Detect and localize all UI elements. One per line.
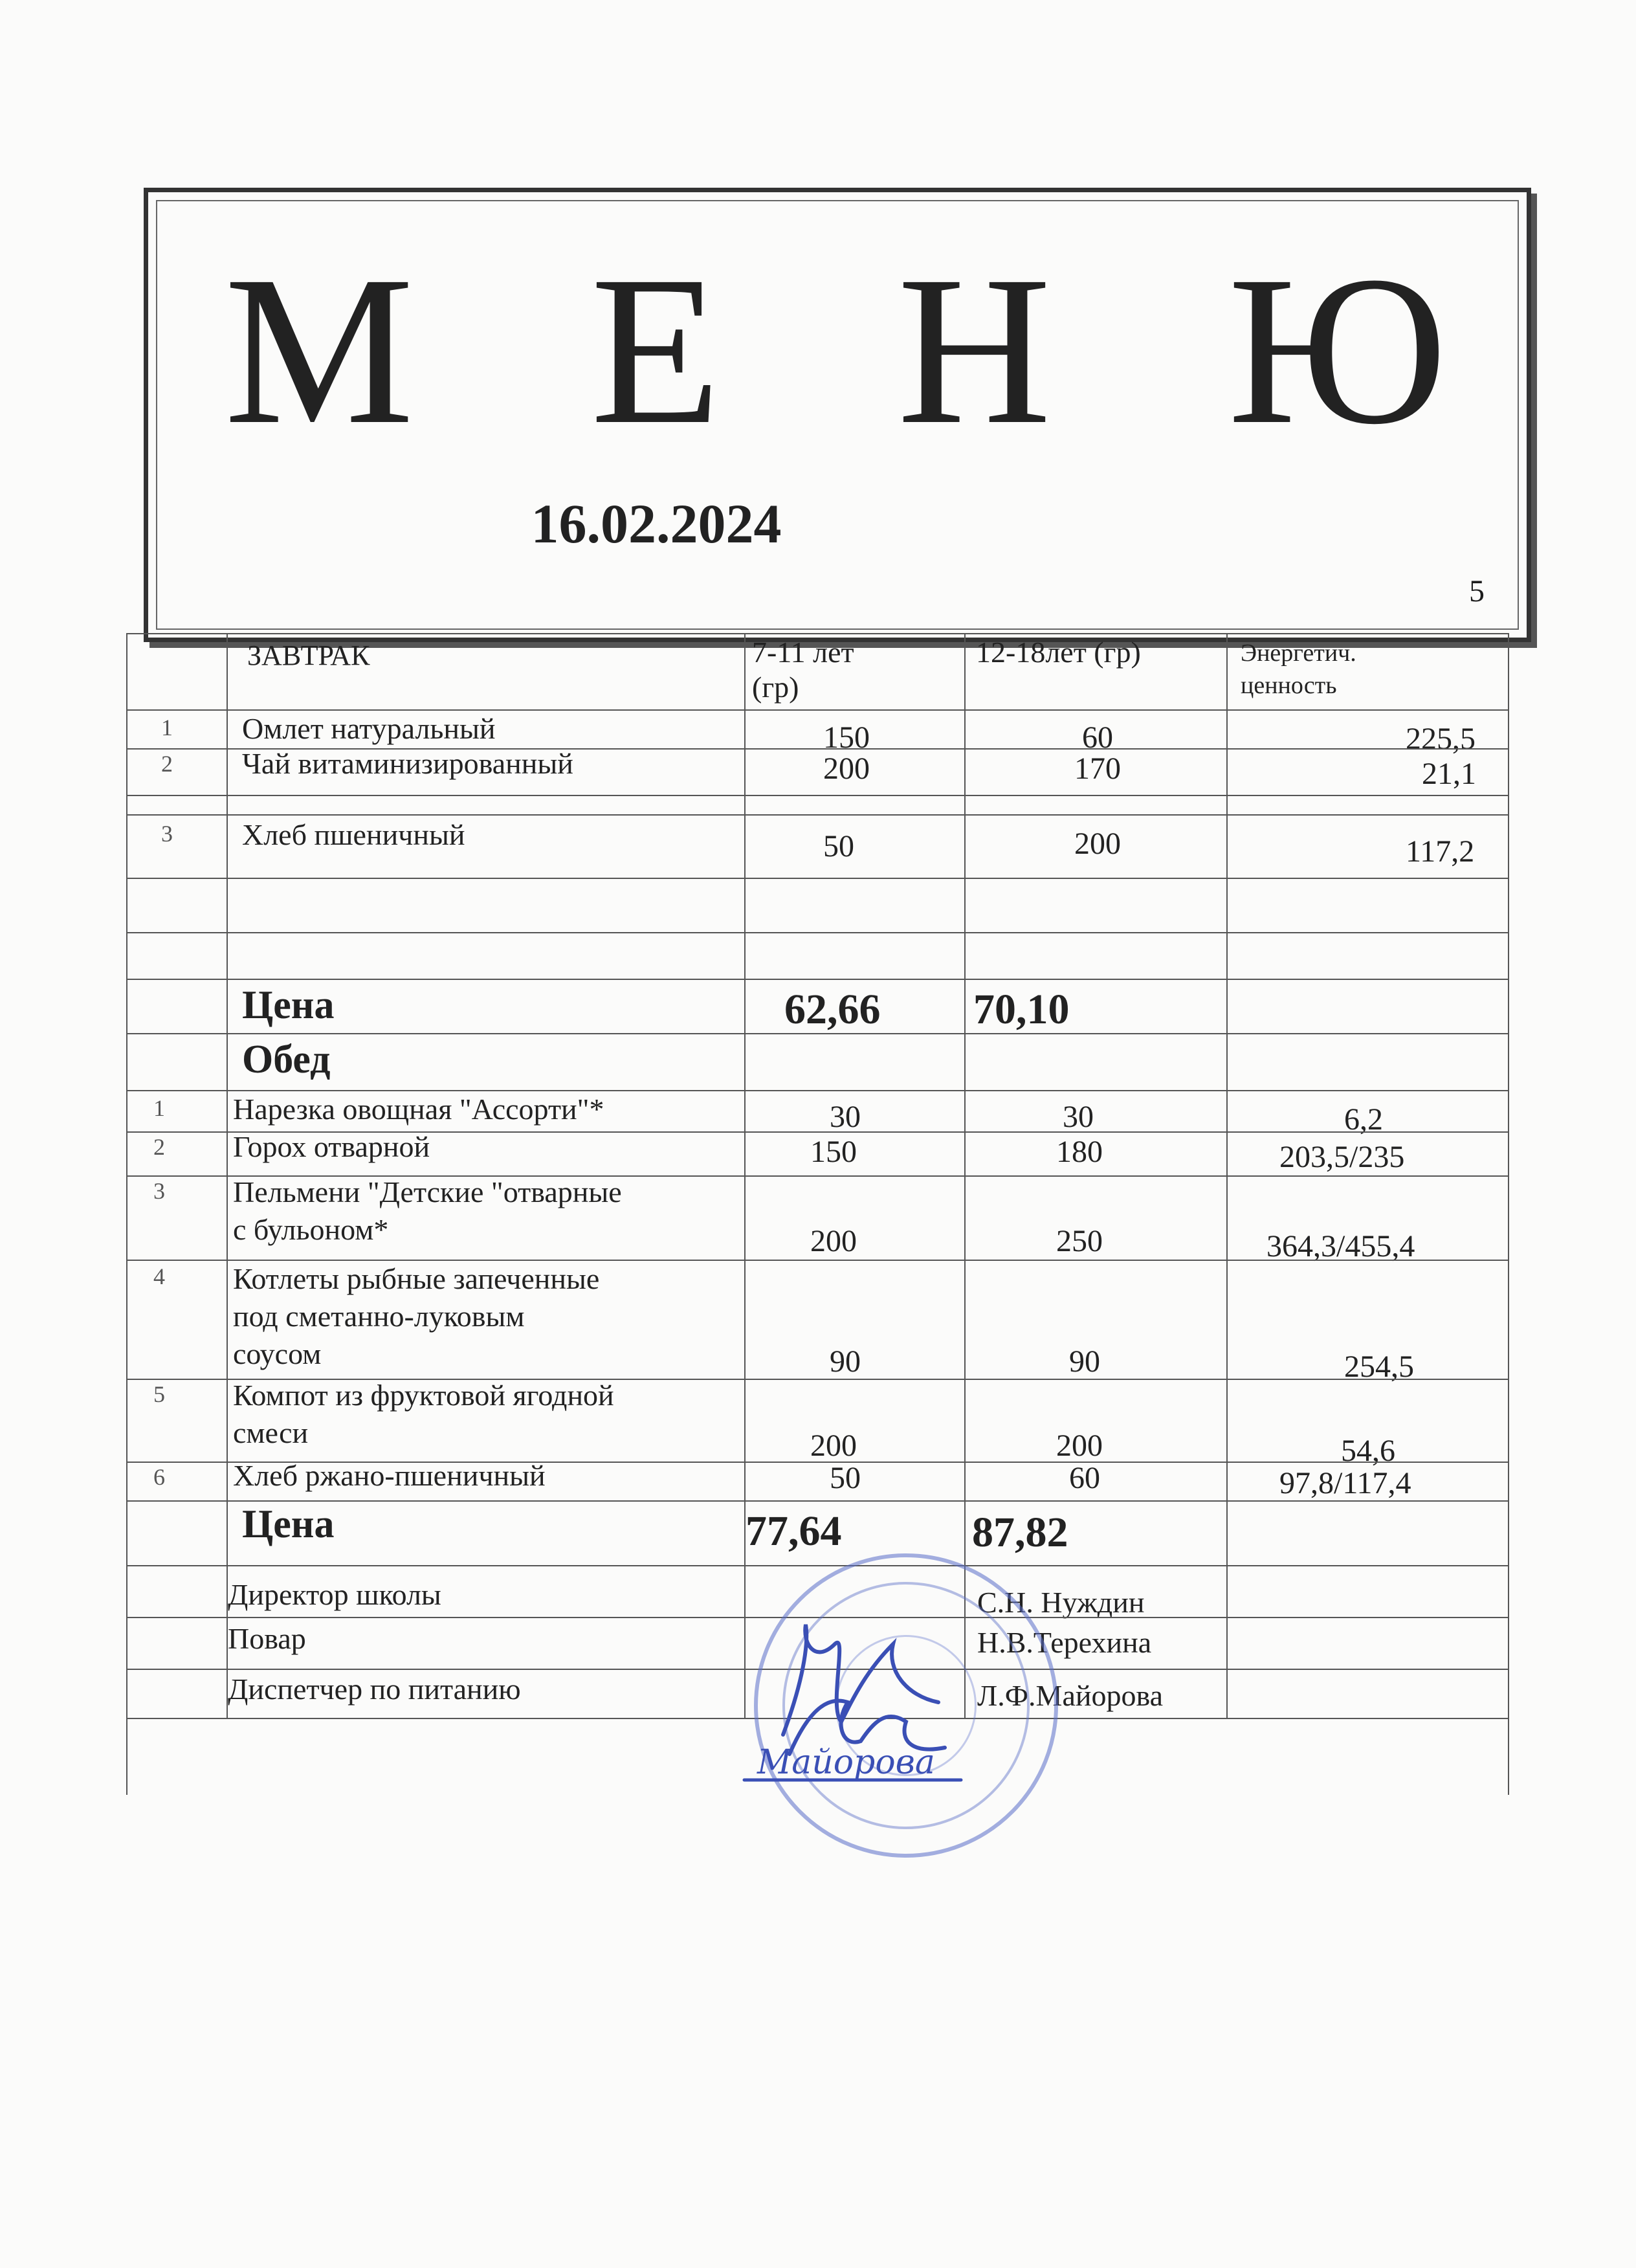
row-number: 2 [161,751,173,777]
lunch-row [127,1260,1508,1384]
energy-value: 6,2 [1344,1102,1383,1137]
header-meal: ЗАВТРАК [247,639,370,671]
portion-12-18: 60 [1082,720,1113,755]
page-number: 5 [1469,574,1485,608]
portion-12-18: 200 [1074,827,1121,861]
header-energy-line2: ценность [1241,672,1337,699]
dispatcher-signature [738,1741,971,1793]
price-12-18: 87,82 [972,1509,1068,1556]
portion-7-11: 200 [823,751,870,786]
portion-7-11: 200 [810,1429,857,1463]
dish-name-line1: Котлеты рыбные запеченные [233,1262,600,1295]
portion-12-18: 30 [1063,1100,1094,1134]
menu-title: М Е Н Ю [224,232,1509,469]
energy-value: 117,2 [1406,834,1475,869]
dish-name-line2: под сметанно-луковым [233,1300,525,1333]
empty-row [127,932,1508,980]
portion-12-18: 200 [1056,1429,1103,1463]
signature-role: Директор школы [228,1578,441,1611]
row-number: 1 [161,715,173,740]
row-number: 2 [153,1134,165,1160]
lunch-row [127,1175,1508,1261]
portion-12-18: 90 [1069,1344,1100,1379]
menu-title-frame [144,188,1531,642]
header-age1-line2: (гр) [752,671,799,704]
lunch-row [127,1090,1508,1137]
svg-text:Майорова: Майорова [757,1743,935,1782]
breakfast-row [127,814,1508,879]
breakfast-row [127,709,1508,756]
signature-name: Л.Ф.Майорова [977,1679,1164,1712]
lunch-row [127,1459,1508,1502]
dish-name: Нарезка овощная "Ассорти"* [233,1093,604,1126]
portion-7-11: 200 [810,1224,857,1258]
empty-row [127,795,1508,816]
portion-7-11: 150 [823,720,870,755]
row-number: 4 [153,1263,165,1289]
signature-role: Повар [228,1622,306,1655]
energy-value: 97,8/117,4 [1279,1466,1411,1500]
portion-12-18: 60 [1069,1461,1100,1495]
price-12-18: 70,10 [973,986,1070,1033]
signature-name: Н.В.Терехина [977,1626,1152,1659]
dish-name-line2: с бульоном* [233,1213,389,1246]
lunch-row [127,1131,1508,1177]
signature-name: С.Н. Нуждин [977,1586,1145,1619]
lunch-row [127,1379,1508,1468]
dish-name: Хлеб пшеничный [242,818,465,851]
energy-value: 225,5 [1406,722,1476,756]
dish-name: Хлеб ржано-пшеничный [233,1459,546,1492]
price-7-11: 77,64 [746,1507,842,1555]
header-row [127,633,1508,711]
breakfast-price-row [127,979,1508,1034]
energy-value: 21,1 [1422,757,1476,791]
lunch-title: Обед [242,1038,331,1082]
menu-date: 16.02.2024 [531,493,782,555]
portion-7-11: 90 [830,1344,861,1379]
dish-name-line1: Пельмени "Детские "отварные [233,1175,622,1208]
dish-name-line1: Компот из фруктовой ягодной [233,1379,614,1412]
header-age2: 12-18лет (гр) [976,636,1141,669]
header-energy-line1: Энергетич. [1241,639,1356,667]
dish-name-line2: смеси [233,1416,309,1449]
header-age1-line1: 7-11 лет [752,636,854,669]
dish-name-line3: соусом [233,1337,322,1370]
portion-7-11: 50 [823,829,854,863]
portion-12-18: 180 [1056,1135,1103,1169]
price-7-11: 62,66 [784,986,881,1033]
energy-value: 54,6 [1341,1434,1395,1468]
price-label: Цена [242,983,335,1027]
lunch-title-row [127,1033,1508,1091]
portion-7-11: 50 [830,1461,861,1495]
row-number: 3 [161,821,173,847]
dish-name: Горох отварной [233,1130,430,1163]
portion-12-18: 170 [1074,751,1121,786]
price-label: Цена [242,1502,335,1546]
signature-role: Диспетчер по питанию [228,1673,521,1706]
empty-row [127,878,1508,933]
row-number: 1 [153,1095,165,1121]
row-number: 3 [153,1178,165,1204]
energy-value: 364,3/455,4 [1266,1229,1415,1263]
breakfast-row [127,748,1508,796]
portion-7-11: 30 [830,1100,861,1134]
dish-name: Омлет натуральный [242,712,496,745]
dish-name: Чай витаминизированный [242,747,573,780]
energy-value: 203,5/235 [1279,1140,1405,1174]
portion-12-18: 250 [1056,1224,1103,1258]
row-number: 5 [153,1381,165,1407]
portion-7-11: 150 [810,1135,857,1169]
lunch-price-row [127,1500,1508,1566]
row-number: 6 [153,1464,165,1490]
energy-value: 254,5 [1344,1350,1414,1384]
